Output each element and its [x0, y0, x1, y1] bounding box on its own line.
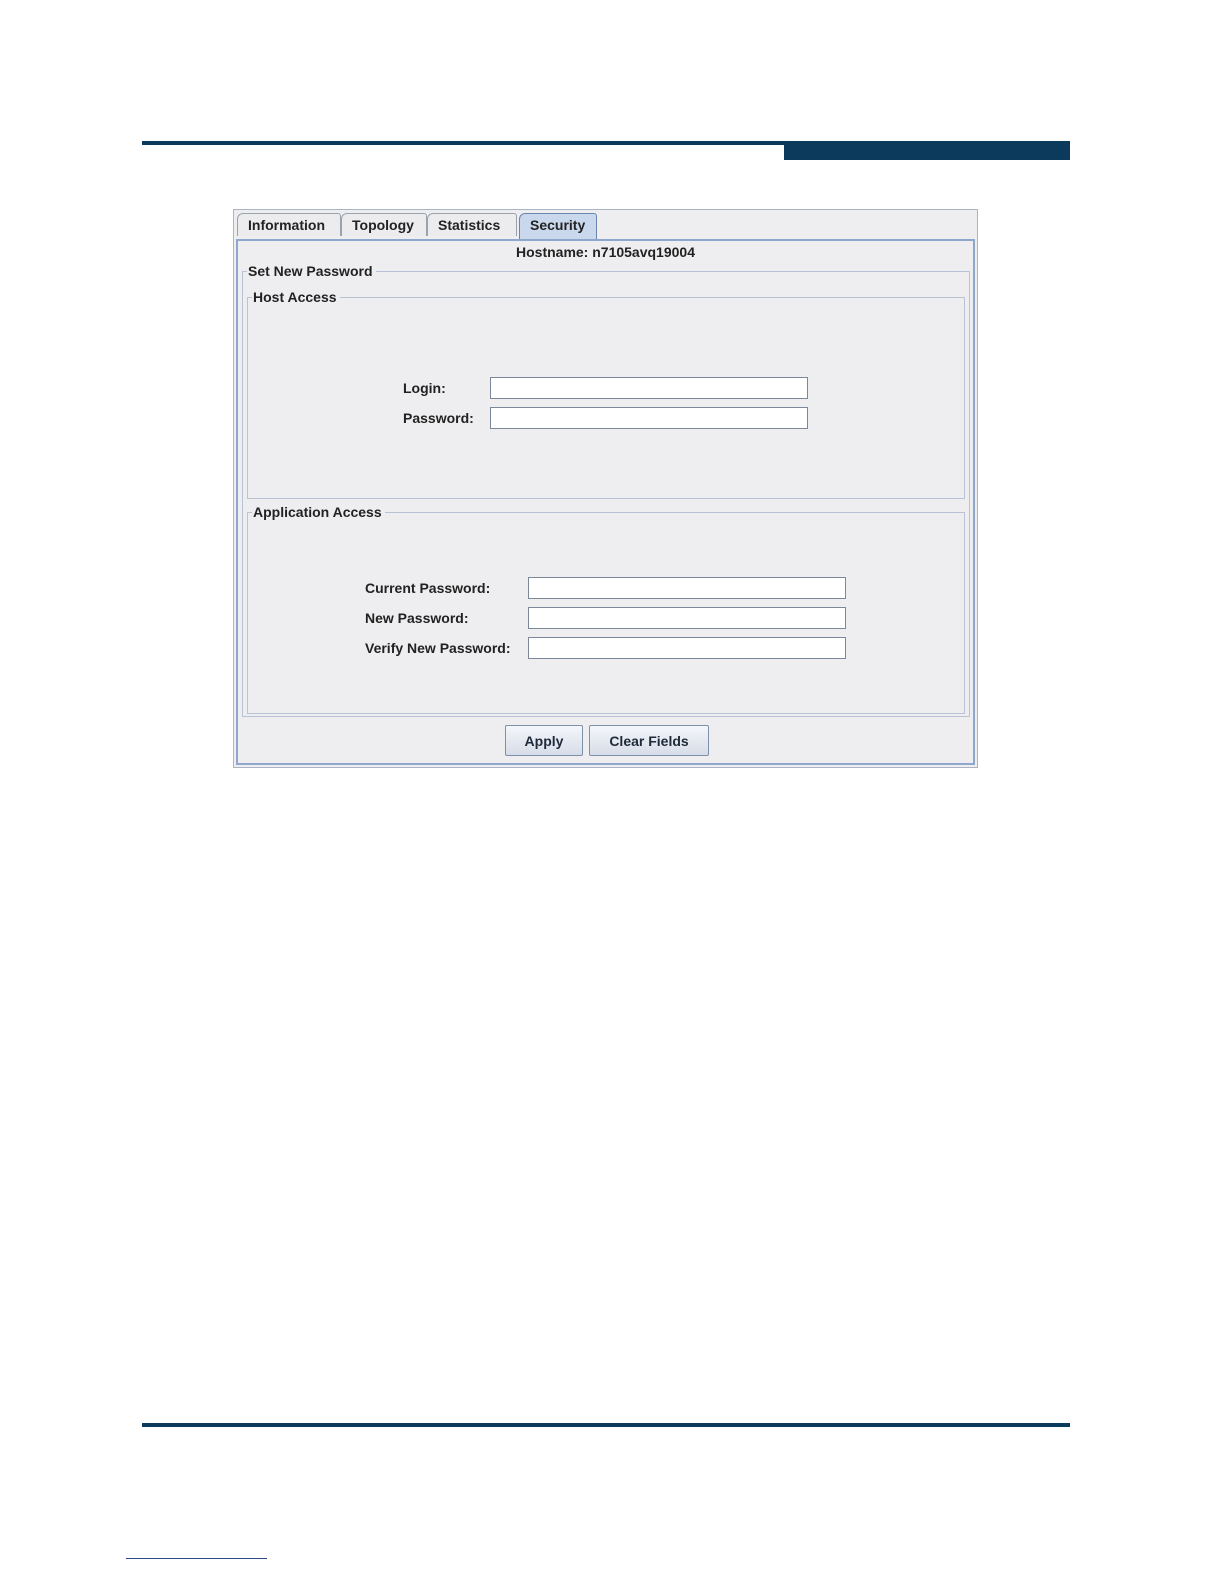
- footer-underline: [126, 1558, 267, 1559]
- application-access-title: Application Access: [252, 503, 385, 521]
- host-access-group: [247, 289, 965, 499]
- login-input[interactable]: [490, 377, 808, 399]
- login-label: Login:: [403, 380, 446, 396]
- host-access-title: Host Access: [252, 288, 340, 306]
- new-password-label: New Password:: [365, 610, 469, 626]
- set-new-password-group: [242, 263, 970, 717]
- hostname-label: Hostname: n7105avq19004: [516, 244, 695, 260]
- set-new-password-title: Set New Password: [247, 262, 376, 280]
- current-password-input[interactable]: [528, 577, 846, 599]
- host-password-input[interactable]: [490, 407, 808, 429]
- tab-security[interactable]: Security: [519, 213, 597, 239]
- tab-content: [236, 239, 975, 765]
- header-block: [784, 141, 1070, 160]
- tab-topology[interactable]: Topology: [341, 213, 427, 236]
- clear-fields-button[interactable]: Clear Fields: [589, 725, 709, 756]
- verify-password-input[interactable]: [528, 637, 846, 659]
- footer-rule: [142, 1423, 1070, 1427]
- application-access-group: [247, 504, 965, 714]
- apply-button[interactable]: Apply: [505, 725, 583, 756]
- new-password-input[interactable]: [528, 607, 846, 629]
- tab-information[interactable]: Information: [237, 213, 341, 236]
- host-password-label: Password:: [403, 410, 474, 426]
- current-password-label: Current Password:: [365, 580, 491, 596]
- security-panel: [233, 209, 978, 768]
- tab-statistics[interactable]: Statistics: [427, 213, 517, 236]
- verify-password-label: Verify New Password:: [365, 640, 511, 656]
